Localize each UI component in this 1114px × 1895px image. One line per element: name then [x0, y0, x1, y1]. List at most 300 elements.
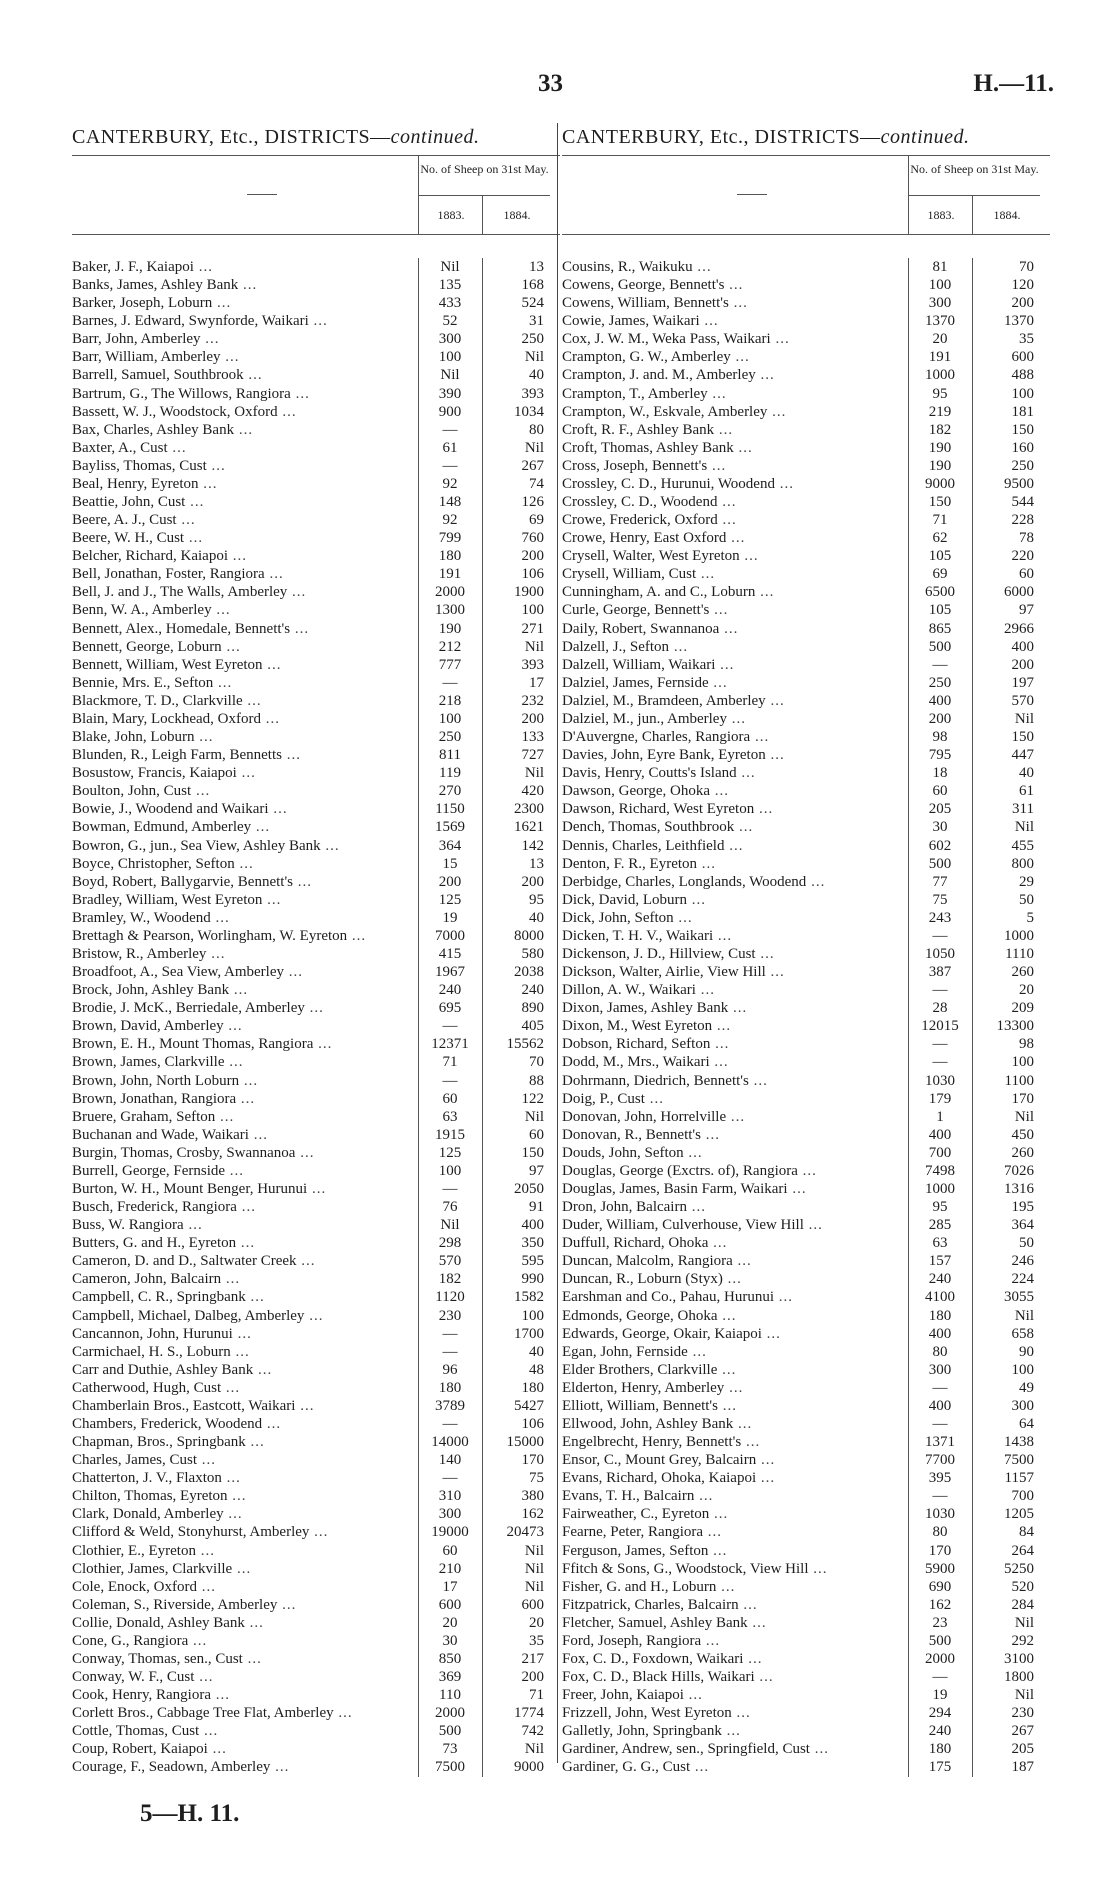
leader-dots: ... — [644, 1090, 664, 1107]
sheep-1883: — — [442, 1072, 458, 1089]
sheep-1884: 1438 — [1004, 1434, 1034, 1451]
leader-dots: ... — [686, 891, 706, 908]
leader-dots: ... — [734, 819, 754, 836]
leader-dots: ... — [253, 1361, 273, 1378]
owner-name-text: Bax, Charles, Ashley Bank — [72, 421, 235, 438]
owner-name-text: Davies, John, Eyre Bank, Eyreton — [562, 747, 766, 764]
leader-dots: ... — [248, 1126, 268, 1143]
leader-dots: ... — [212, 295, 232, 312]
owner-name — [562, 764, 908, 782]
table-row — [562, 710, 1050, 728]
owner-name — [72, 1343, 418, 1361]
document-reference: H.—11. — [973, 70, 1054, 97]
leader-dots: ... — [262, 1416, 282, 1432]
sheep-1883: 100 — [438, 349, 462, 366]
owner-name-text: Boyd, Robert, Ballygarvie, Bennett's — [72, 873, 294, 890]
owner-name — [72, 746, 418, 764]
owner-name — [562, 620, 908, 638]
sheep-1883: 92 — [442, 512, 458, 529]
owner-name — [72, 1126, 418, 1144]
sheep-1883: 4100 — [925, 1289, 955, 1306]
owner-name — [562, 475, 908, 493]
left-table-header — [72, 155, 560, 235]
owner-name-text: Douglas, James, Basin Farm, Waikari — [562, 1180, 788, 1197]
owner-name — [562, 1415, 908, 1433]
table-row — [72, 1035, 560, 1053]
table-row — [562, 800, 1050, 818]
owner-name — [562, 1017, 908, 1035]
sheep-1883: — — [932, 1054, 948, 1071]
sheep-1884: 5 — [1026, 909, 1034, 926]
leader-dots: ... — [239, 1072, 259, 1089]
table-row — [562, 692, 1050, 710]
table-row — [72, 1072, 560, 1090]
owner-name — [72, 1072, 418, 1090]
owner-name — [72, 855, 418, 873]
table-row — [72, 638, 560, 656]
owner-name-text: Elder Brothers, Clarkville — [562, 1361, 718, 1378]
table-row — [72, 1668, 560, 1686]
leader-dots: ... — [709, 1054, 729, 1071]
owner-name — [72, 348, 418, 366]
owner-name-text: Bennett, Alex., Homedale, Bennett's — [72, 620, 291, 637]
sheep-1883: 250 — [438, 729, 462, 746]
owner-name — [72, 1144, 418, 1162]
sheep-1884: 98 — [1019, 1036, 1034, 1053]
sheep-1884: 97 — [1019, 602, 1034, 619]
sheep-1884: 168 — [521, 277, 544, 294]
table-row — [562, 1668, 1050, 1686]
sheep-1883: 400 — [928, 1325, 952, 1342]
owner-name-text: Ferguson, James, Sefton — [562, 1542, 709, 1559]
sheep-1883: — — [932, 927, 948, 944]
owner-name-text: Clothier, E., Eyreton — [72, 1542, 196, 1559]
owner-name — [562, 565, 908, 583]
sheep-1883: 695 — [438, 1000, 462, 1017]
owner-name — [562, 1487, 908, 1505]
owner-name — [72, 728, 418, 746]
table-row — [72, 403, 560, 421]
owner-name-text: Busch, Frederick, Rangiora — [72, 1199, 237, 1216]
owner-name-text: Duffull, Richard, Ohoka — [562, 1235, 709, 1252]
leader-dots: ... — [206, 945, 226, 962]
sheep-1884: 990 — [521, 1271, 544, 1288]
sheep-1883: 500 — [438, 1723, 462, 1740]
leader-dots: ... — [304, 1000, 324, 1017]
leader-dots: ... — [194, 729, 214, 746]
owner-name-text: Belcher, Richard, Kaiapoi — [72, 548, 229, 565]
sheep-1883: 76 — [442, 1199, 458, 1216]
leader-dots: ... — [268, 801, 288, 818]
sheep-1884: 1000 — [1004, 927, 1034, 944]
table-row — [72, 1162, 560, 1180]
sheep-1883: 12015 — [921, 1018, 959, 1035]
leader-dots: ... — [221, 1271, 241, 1288]
table-row — [562, 1487, 1050, 1505]
leader-dots: ... — [728, 295, 748, 312]
sheep-1883: 294 — [928, 1705, 952, 1722]
sheep-1883: 310 — [438, 1488, 462, 1505]
table-row — [72, 330, 560, 348]
table-row — [562, 1216, 1050, 1234]
owner-name — [562, 294, 908, 312]
sheep-1883: 1150 — [435, 801, 465, 818]
sheep-1883: 700 — [928, 1144, 952, 1161]
owner-name-text: Buss, W. Rangiora — [72, 1217, 184, 1234]
owner-name-text: Coleman, S., Riverside, Amberley — [72, 1596, 278, 1613]
owner-name-text: Dench, Thomas, Southbrook — [562, 819, 735, 836]
owner-name — [562, 1740, 908, 1758]
sheep-1883: 23 — [932, 1614, 948, 1631]
sheep-1884: Nil — [524, 1560, 544, 1577]
leader-dots: ... — [747, 1614, 767, 1631]
sheep-1884: 48 — [529, 1361, 544, 1378]
sheep-1883: 148 — [438, 494, 462, 511]
leader-dots: ... — [229, 982, 249, 999]
table-row — [72, 1686, 560, 1704]
table-row — [72, 1505, 560, 1523]
leader-dots: ... — [806, 873, 826, 890]
sheep-1883: 300 — [438, 1506, 462, 1523]
owner-name — [562, 891, 908, 909]
sheep-1883: 777 — [438, 656, 462, 673]
owner-name-text: Crysell, Walter, West Eyreton — [562, 548, 740, 565]
owner-name — [72, 1035, 418, 1053]
owner-name-text: Burgin, Thomas, Crosby, Swannanoa — [72, 1144, 296, 1161]
sheep-1884: Nil — [524, 765, 544, 782]
leader-dots: ... — [787, 1180, 807, 1197]
table-row — [72, 475, 560, 493]
owner-name — [72, 1361, 418, 1379]
sheep-1884: 284 — [1011, 1596, 1034, 1613]
sheep-1883: 135 — [438, 277, 462, 294]
sheep-1884: 197 — [1011, 674, 1034, 691]
owner-name-text: Bruere, Graham, Sefton — [72, 1108, 216, 1125]
owner-name — [562, 511, 908, 529]
sheep-1883: 69 — [932, 566, 948, 583]
leader-dots: ... — [347, 927, 367, 944]
sheep-1884: 70 — [529, 1054, 544, 1071]
sheep-1884: 267 — [1011, 1723, 1034, 1740]
sheep-1884: 187 — [1011, 1759, 1034, 1776]
sheep-1883: 240 — [928, 1271, 952, 1288]
sheep-1883: 182 — [928, 421, 952, 438]
leader-dots: ... — [242, 692, 262, 709]
leader-dots: ... — [262, 891, 282, 908]
leader-dots: ... — [270, 1759, 290, 1776]
sheep-1884: 570 — [1011, 692, 1034, 709]
right-header-dash — [737, 194, 767, 195]
owner-name — [72, 656, 418, 674]
owner-name-text: Dodd, M., Mrs., Waikari — [562, 1054, 710, 1071]
owner-name-text: Brown, David, Amberley — [72, 1018, 224, 1035]
owner-name-text: Donovan, John, Horrelville — [562, 1108, 727, 1125]
table-row — [562, 493, 1050, 511]
sheep-1884: 69 — [529, 512, 544, 529]
table-row — [72, 493, 560, 511]
owner-name — [562, 348, 908, 366]
leader-dots: ... — [692, 259, 712, 275]
owner-name-text: Chatterton, J. V., Flaxton — [72, 1470, 222, 1487]
owner-name-text: Cousins, R., Waikuku — [562, 259, 693, 275]
owner-name-text: Freer, John, Kaiapoi — [562, 1687, 684, 1704]
table-row — [562, 403, 1050, 421]
leader-dots: ... — [696, 566, 716, 583]
sheep-1883: 60 — [932, 783, 948, 800]
leader-dots: ... — [687, 1343, 707, 1360]
owner-name — [562, 276, 908, 294]
sheep-1884: 84 — [1019, 1524, 1034, 1541]
owner-name — [72, 818, 418, 836]
sheep-1883: 2000 — [925, 1651, 955, 1668]
owner-name — [72, 1722, 418, 1740]
owner-name-text: Dixon, M., West Eyreton — [562, 1018, 713, 1035]
left-header-dash — [247, 194, 277, 195]
owner-name-text: Blackmore, T. D., Clarkville — [72, 692, 243, 709]
sheep-1884: 150 — [1011, 421, 1034, 438]
leader-dots: ... — [703, 1524, 723, 1541]
owner-name-text: Ensor, C., Mount Grey, Balcairn — [562, 1452, 757, 1469]
sheep-1883: — — [932, 656, 948, 673]
table-row — [562, 312, 1050, 330]
table-row — [562, 728, 1050, 746]
leader-dots: ... — [221, 1470, 241, 1487]
table-row — [562, 1307, 1050, 1325]
right-heading-continued: continued. — [880, 126, 970, 148]
sheep-1883: 95 — [932, 1199, 948, 1216]
owner-name-text: Beere, W. H., Cust — [72, 530, 185, 547]
owner-name — [562, 439, 908, 457]
leader-dots: ... — [756, 1452, 776, 1469]
sheep-1883: 140 — [438, 1452, 462, 1469]
leader-dots: ... — [733, 439, 753, 456]
owner-name-text: Cone, G., Rangiora — [72, 1632, 189, 1649]
sheep-1884: 220 — [1011, 548, 1034, 565]
left-header-group: No. of Sheep on 31st May. — [418, 156, 550, 196]
leader-dots: ... — [200, 331, 220, 348]
owner-name-text: Crampton, T., Amberley — [562, 385, 708, 402]
sheep-1883: 180 — [928, 1307, 952, 1324]
leader-dots: ... — [313, 1036, 333, 1053]
owner-name-text: Butters, G. and H., Eyreton — [72, 1235, 237, 1252]
table-row — [72, 909, 560, 927]
owner-name-text: Brown, John, North Loburn — [72, 1072, 240, 1089]
owner-name-text: Crossley, C. D., Woodend — [562, 494, 718, 511]
leader-dots: ... — [211, 1687, 230, 1704]
sheep-1884: 61 — [1019, 783, 1034, 800]
leader-dots: ... — [260, 710, 280, 727]
table-row — [72, 276, 560, 294]
owner-name — [562, 1198, 908, 1216]
sheep-1884: 35 — [529, 1632, 544, 1649]
table-row — [562, 656, 1050, 674]
sheep-1884: Nil — [524, 439, 544, 456]
leader-dots: ... — [281, 747, 301, 764]
sheep-1883: — — [442, 1470, 458, 1487]
table-row — [562, 1035, 1050, 1053]
left-table-body — [72, 258, 560, 1777]
owner-name — [562, 1361, 908, 1379]
sheep-1884: 1621 — [514, 819, 544, 836]
table-row — [72, 529, 560, 547]
table-row — [72, 710, 560, 728]
owner-name — [562, 1523, 908, 1541]
sheep-1884: 78 — [1019, 530, 1034, 547]
owner-name — [72, 1216, 418, 1234]
leader-dots: ... — [721, 1723, 741, 1740]
sheep-1883: 210 — [438, 1560, 462, 1577]
sheep-1883: 230 — [438, 1307, 462, 1324]
table-row — [72, 1325, 560, 1343]
owner-name — [72, 1017, 418, 1035]
sheep-1883: 300 — [438, 331, 462, 348]
leader-dots: ... — [755, 367, 775, 384]
leader-dots: ... — [221, 1379, 241, 1396]
sheep-1883: 1569 — [435, 819, 465, 836]
table-row — [72, 1758, 560, 1776]
leader-dots: ... — [238, 277, 258, 294]
sheep-1883: 20 — [442, 1614, 458, 1631]
table-row — [562, 1433, 1050, 1451]
owner-name-text: Conway, Thomas, sen., Cust — [72, 1651, 243, 1668]
leader-dots: ... — [707, 457, 727, 474]
sheep-1884: 71 — [529, 1687, 544, 1704]
table-row — [562, 366, 1050, 384]
owner-name-text: Campbell, C. R., Springbank — [72, 1289, 246, 1306]
owner-name — [72, 1704, 418, 1722]
sheep-1883: 400 — [928, 692, 952, 709]
sheep-1884: 1582 — [514, 1289, 544, 1306]
owner-name-text: Duncan, Malcolm, Rangiora — [562, 1253, 733, 1270]
leader-dots: ... — [225, 1162, 245, 1179]
sheep-1884: 311 — [1012, 801, 1034, 818]
owner-name — [562, 1704, 908, 1722]
leader-dots: ... — [277, 1596, 297, 1613]
sheep-1883: — — [442, 674, 458, 691]
sheep-1884: 450 — [1011, 1126, 1034, 1143]
leader-dots: ... — [724, 277, 744, 294]
table-row — [562, 1252, 1050, 1270]
sheep-1883: 1967 — [435, 964, 465, 981]
sheep-1883: 250 — [928, 674, 952, 691]
owner-name — [72, 620, 418, 638]
owner-name — [72, 1198, 418, 1216]
owner-name-text: Cancannon, John, Hurunui — [72, 1325, 233, 1342]
sheep-1884: 150 — [521, 1144, 544, 1161]
sheep-1883: 602 — [928, 837, 952, 854]
leader-dots: ... — [185, 494, 205, 511]
owner-name — [72, 529, 418, 547]
sheep-1883: 61 — [442, 439, 458, 456]
owner-name — [72, 764, 418, 782]
right-column — [562, 123, 1050, 1777]
leader-dots: ... — [251, 819, 271, 836]
table-row — [562, 457, 1050, 475]
leader-dots: ... — [690, 1759, 710, 1776]
owner-name-text: Dalziel, M., jun., Amberley — [562, 710, 727, 727]
table-row — [72, 1108, 560, 1126]
sheep-1884: 271 — [521, 620, 544, 637]
owner-name — [562, 1144, 908, 1162]
owner-name-text: Bristow, R., Amberley — [72, 945, 207, 962]
leader-dots: ... — [245, 1434, 265, 1451]
table-row — [72, 818, 560, 836]
owner-name — [562, 1108, 908, 1126]
column-divider — [557, 123, 558, 1763]
owner-name-text: Ffitch & Sons, G., Woodstock, View Hill — [562, 1560, 809, 1577]
leader-dots: ... — [234, 855, 254, 872]
sheep-1883: 600 — [438, 1596, 462, 1613]
table-row — [72, 1397, 560, 1415]
owner-name — [72, 945, 418, 963]
leader-dots: ... — [307, 1180, 327, 1197]
leader-dots: ... — [245, 1289, 265, 1306]
leader-dots: ... — [709, 602, 729, 619]
owner-name-text: Curle, George, Bennett's — [562, 602, 710, 619]
sheep-1884: 264 — [1011, 1542, 1034, 1559]
owner-name — [72, 1560, 418, 1578]
leader-dots: ... — [717, 512, 737, 529]
owner-name — [72, 891, 418, 909]
sheep-1883: 390 — [438, 385, 462, 402]
leader-dots: ... — [726, 710, 746, 727]
owner-name-text: Bell, Jonathan, Foster, Rangiora — [72, 566, 265, 583]
leader-dots: ... — [709, 1506, 729, 1523]
sheep-1883: 6500 — [925, 584, 955, 601]
owner-name-text: Dawson, Richard, West Eyreton — [562, 801, 755, 818]
table-row — [72, 945, 560, 963]
owner-name — [562, 1722, 908, 1740]
sheep-1883: 300 — [928, 1361, 952, 1378]
owner-name-text: Edwards, George, Okair, Kaiapoi — [562, 1325, 762, 1342]
sheep-1883: 77 — [932, 873, 948, 890]
table-row — [562, 1523, 1050, 1541]
sheep-1884: 91 — [529, 1199, 544, 1216]
owner-name — [72, 1397, 418, 1415]
sheep-1884: 1316 — [1004, 1180, 1034, 1197]
sheep-1883: Nil — [440, 1217, 460, 1234]
owner-name — [72, 963, 418, 981]
sheep-1883: 212 — [438, 638, 462, 655]
owner-name-text: Duder, William, Culverhouse, View Hill — [562, 1217, 804, 1234]
leader-dots: ... — [717, 1307, 737, 1324]
sheep-1883: 170 — [928, 1542, 952, 1559]
left-heading-continued: continued. — [390, 126, 480, 148]
sheep-1883: 73 — [442, 1741, 458, 1758]
sheep-1883: 900 — [438, 403, 462, 420]
table-row — [72, 746, 560, 764]
sheep-1883: 63 — [932, 1235, 948, 1252]
sheep-1884: 122 — [521, 1090, 544, 1107]
table-row — [562, 276, 1050, 294]
owner-name — [72, 1487, 418, 1505]
sheep-1884: 80 — [529, 421, 544, 438]
sheep-1883: 12371 — [431, 1036, 469, 1053]
sheep-1884: 20 — [1019, 982, 1034, 999]
owner-name-text: Bosustow, Francis, Kaiapoi — [72, 765, 237, 782]
owner-name — [562, 1053, 908, 1071]
owner-name — [562, 1090, 908, 1108]
leader-dots: ... — [730, 349, 750, 366]
owner-name — [562, 1252, 908, 1270]
owner-name-text: Dillon, A. W., Waikari — [562, 982, 696, 999]
table-row — [72, 674, 560, 692]
leader-dots: ... — [708, 1235, 728, 1252]
table-row — [562, 385, 1050, 403]
owner-name-text: Beattie, John, Cust — [72, 494, 186, 511]
table-row — [562, 1361, 1050, 1379]
owner-name-text: Beal, Henry, Eyreton — [72, 475, 199, 492]
